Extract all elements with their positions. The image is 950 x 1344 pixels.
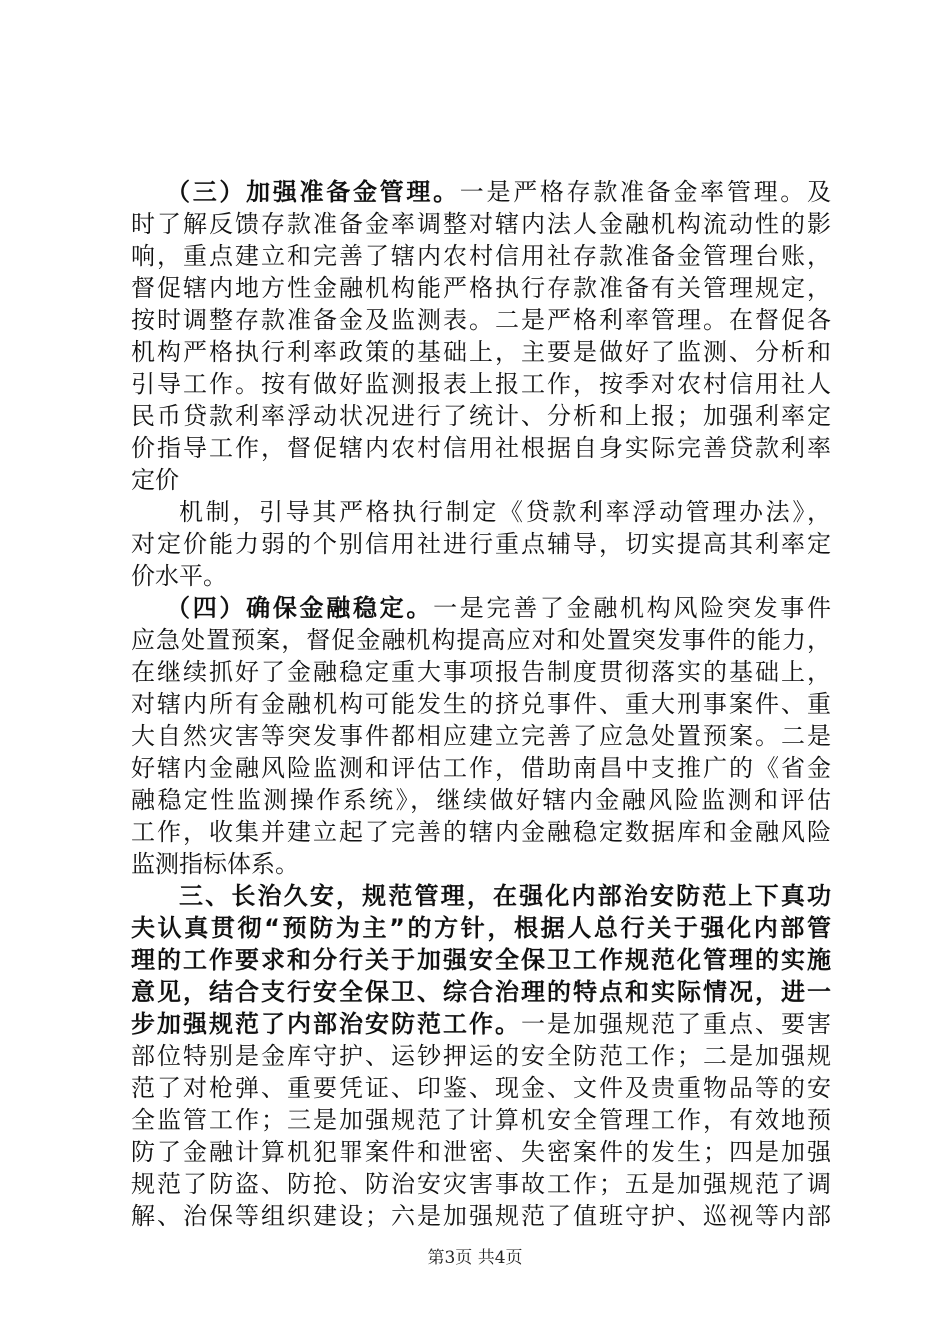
text-line: 响，重点建立和完善了辖内农村信用社存款准备金管理台账，	[131, 242, 831, 270]
text-line: 督促辖内地方性金融机构能严格执行存款准备有关管理规定，	[131, 274, 831, 302]
text-line: 按时调整存款准备金及监测表。二是严格利率管理。在督促各	[131, 306, 831, 334]
text-line: 民币贷款利率浮动状况进行了统计、分析和上报；加强利率定	[131, 402, 831, 430]
text-line: 防了金融计算机犯罪案件和泄密、失密案件的发生；四是加强	[131, 1138, 831, 1166]
section-heading-line: 意见，结合支行安全保卫、综合治理的特点和实际情况，进一	[131, 978, 831, 1006]
text-line: 机构严格执行利率政策的基础上，主要是做好了监测、分析和	[131, 338, 831, 366]
text-line: 大自然灾害等突发事件都相应建立完善了应急处置预案。二是	[131, 722, 831, 750]
text-line: 引导工作。按有做好监测报表上报工作，按季对农村信用社人	[131, 370, 831, 398]
section-heading: （四）确保金融稳定。	[166, 594, 434, 622]
text-line: 时了解反馈存款准备金率调整对辖内法人金融机构流动性的影	[131, 210, 831, 238]
text-line: 价水平。	[131, 562, 227, 590]
text-line: 机制，引导其严格执行制定《贷款利率浮动管理办法》，	[179, 498, 831, 526]
text-line: 规范了防盗、防抢、防治安灾害事故工作；五是加强规范了调	[131, 1170, 831, 1198]
text-line: 步加强规范了内部治安防范工作。一是加强规范了重点、要害	[131, 1010, 831, 1038]
section-heading-line: 理的工作要求和分行关于加强安全保卫工作规范化管理的实施	[131, 946, 831, 974]
text-line: 对定价能力弱的个别信用社进行重点辅导，切实提高其利率定	[131, 530, 831, 558]
text-line: 全监管工作；三是加强规范了计算机安全管理工作，有效地预	[131, 1106, 831, 1134]
text-line: 定价	[131, 466, 179, 494]
text-line: 对辖内所有金融机构可能发生的挤兑事件、重大刑事案件、重	[131, 690, 831, 718]
text-line: （三）加强准备金管理。一是严格存款准备金率管理。及	[166, 178, 832, 206]
text-line: （四）确保金融稳定。一是完善了金融机构风险突发事件	[166, 594, 832, 622]
section-heading-line: 夫认真贯彻“预防为主”的方针，根据人总行关于强化内部管	[131, 914, 831, 942]
text-line: 融稳定性监测操作系统》，继续做好辖内金融风险监测和评估	[131, 786, 831, 814]
text-line: 监测指标体系。	[131, 850, 299, 878]
text-line: 工作，收集并建立起了完善的辖内金融稳定数据库和金融风险	[131, 818, 831, 846]
text-line: 应急处置预案，督促金融机构提高应对和处置突发事件的能力，	[131, 626, 831, 654]
section-heading-line: 三、长治久安，规范管理，在强化内部治安防范上下真功	[179, 882, 831, 910]
section-heading: （三）加强准备金管理。	[166, 178, 460, 206]
text-line: 价指导工作，督促辖内农村信用社根据自身实际完善贷款利率	[131, 434, 831, 462]
text-line: 在继续抓好了金融稳定重大事项报告制度贯彻落实的基础上，	[131, 658, 831, 686]
section-heading: 步加强规范了内部治安防范工作。	[131, 1010, 521, 1038]
page-number-footer: 第3页 共4页	[427, 1248, 523, 1268]
text-line: 解、治保等组织建设；六是加强规范了值班守护、巡视等内部	[131, 1202, 831, 1230]
text-line: 好辖内金融风险监测和评估工作，借助南昌中支推广的《省金	[131, 754, 831, 782]
text-line: 部位特别是金库守护、运钞押运的安全防范工作；二是加强规	[131, 1042, 831, 1070]
text-line: 范了对枪弹、重要凭证、印鉴、现金、文件及贵重物品等的安	[131, 1074, 831, 1102]
